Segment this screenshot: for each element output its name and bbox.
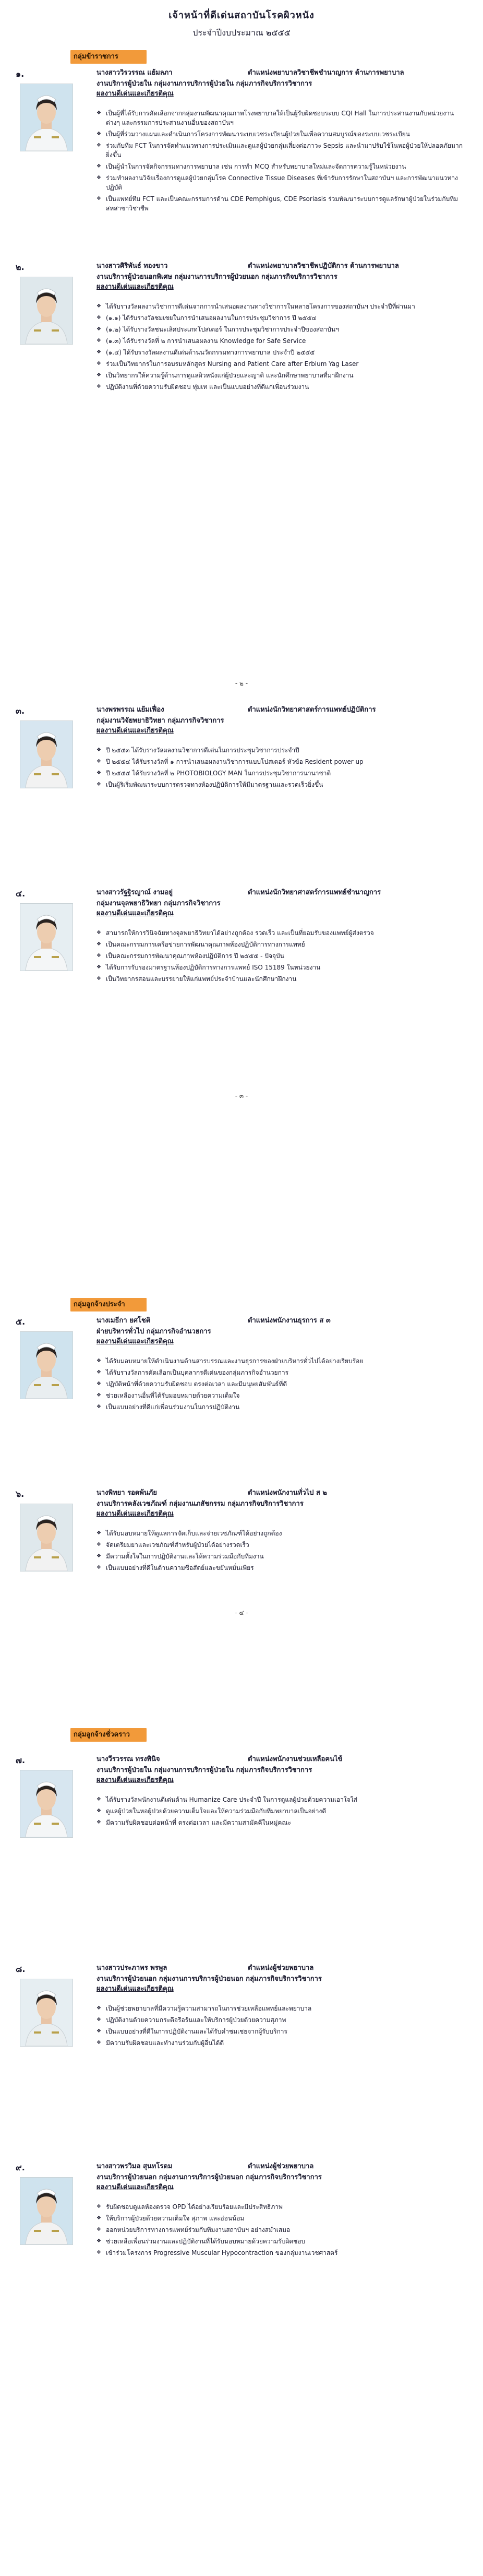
achievement-list: [96, 109, 464, 215]
person-department: กลุ่มงานจุลพยาธิวิทยา กลุ่มภารกิจวิชาการ: [96, 900, 221, 907]
achievement-item: ❖ ปี ๒๕๕๔ ได้รับรางวัลที่ ๑ การนำเสนอผลงานวิชาการแบบโปสเตอร์ หัวข้อ Resident power up: [96, 757, 464, 766]
achievements-heading: ผลงานดีเด่นและเกียรติคุณ: [96, 1338, 174, 1345]
person-photo: [20, 1331, 73, 1399]
achievement-item: ❖ สามารถให้การวินิจฉัยทางจุลพยาธิวิทยาได้อย่างถูกต้อง รวดเร็ว และเป็นที่ยอมรับของแพทย์ผู้ส่งตรวจ: [96, 928, 464, 938]
achievement-item: ❖ เป็นคณะกรรมการพัฒนาคุณภาพห้องปฏิบัติการ ปี ๒๕๕๕ - ปัจจุบัน: [96, 951, 464, 961]
person-number: ๓.: [16, 706, 25, 716]
achievement-item: ❖ ให้บริการผู้ป่วยด้วยความเต็มใจ สุภาพ และอ่อนน้อม: [96, 2214, 464, 2223]
person-name: นางสาววิรวรรณ แย้มลภา: [96, 69, 173, 77]
achievement-item: ❖ ปี ๒๕๕๓ ได้รับรางวัลผลงานวิชาการดีเด่นในการประชุมวิชาการประจำปี: [96, 746, 464, 755]
person-name: นางพรพรรณ แย้มเฟื่อง: [96, 706, 164, 714]
achievements-heading: ผลงานดีเด่นและเกียรติคุณ: [96, 727, 174, 735]
person-department: งานบริการผู้ป่วยใน กลุ่มงานการบริการผู้ป่วยใน กลุ่มภารกิจบริการวิชาการ: [96, 1766, 312, 1774]
person-position: ตำแหน่งพนักงานช่วยเหลือคนไข้: [248, 1755, 343, 1763]
achievement-item: ❖ เป็นคณะกรรมการเครือข่ายการพัฒนาคุณภาพห้องปฏิบัติการทางการแพทย์: [96, 940, 464, 949]
person-heading: [96, 1488, 464, 1519]
person-position: ตำแหน่งพนักงานทั่วไป ส ๒: [248, 1489, 328, 1497]
page-subtitle: ประจำปีงบประมาณ ๒๕๕๕: [192, 28, 291, 38]
achievement-list: [96, 1356, 464, 1414]
achievement-item: ❖ เป็นวิทยากรให้ความรู้ด้านการดูแลผิวหนังแก่ผู้ป่วยและญาติ และนักศึกษาพยาบาลที่มาฝึกงาน: [96, 371, 464, 380]
achievement-list: [96, 928, 464, 986]
achievement-item: ❖ (๑.๔) ได้รับรางวัลผลงานดีเด่นด้านนวัตกรรมทางการพยาบาล ประจำปี ๒๕๕๕: [96, 348, 464, 357]
achievement-item: ❖ เป็นผู้ริเริ่มพัฒนาระบบการตรวจทางห้องปฏิบัติการให้มีมาตรฐานและรวดเร็วยิ่งขึ้น: [96, 780, 464, 789]
person-number: ๘.: [16, 1964, 26, 1974]
achievement-list: [96, 302, 464, 394]
person-heading: [96, 1754, 464, 1785]
page-number: - ๓ -: [235, 1092, 248, 1100]
person-photo: [20, 1504, 73, 1571]
achievement-item: ❖ เป็นแบบอย่างที่ดีในด้านความซื่อสัตย์และขยันหมั่นเพียร: [96, 1563, 464, 1573]
achievement-item: ❖ ได้รับรางวัลผลงานวิชาการดีเด่นจากการนำเสนอผลงานทางวิชาการในหลายโครงการของสถาบันฯ ประจำปีที่ผ่านมา: [96, 302, 464, 311]
achievement-item: ❖ เข้าร่วมโครงการ Progressive Muscular Hypocontraction ของกลุ่มงานเวชศาสตร์: [96, 2248, 464, 2258]
person-number: ๕.: [16, 1317, 26, 1327]
section-staff: กลุ่มลูกจ้างประจำ: [70, 1298, 147, 1311]
achievement-item: ❖ เป็นแบบอย่างที่ดีแก่เพื่อนร่วมงานในการปฏิบัติงาน: [96, 1402, 464, 1412]
achievement-item: ❖ ได้รับมอบหมายให้ดำเนินงานด้านสารบรรณและงานธุรการของฝ่ายบริหารทั่วไปได้อย่างเรียบร้อย: [96, 1356, 464, 1366]
person-heading: [96, 888, 464, 918]
achievement-item: ❖ ดูแลผู้ป่วยในหอผู้ป่วยด้วยความเต็มใจและให้ความร่วมมือกับทีมพยาบาลเป็นอย่างดี: [96, 1806, 464, 1816]
achievement-item: ❖ เป็นผู้ช่วยพยาบาลที่มีความรู้ความสามารถในการช่วยเหลือแพทย์และพยาบาล: [96, 2004, 464, 2013]
achievement-list: [96, 1529, 464, 1575]
achievement-item: ❖ เป็นวิทยากรสอนและบรรยายให้แก่แพทย์ประจำบ้านและนักศึกษาฝึกงาน: [96, 974, 464, 984]
person-name: นางวีรวรรณ ทรงพินิจ: [96, 1755, 160, 1763]
achievement-item: ❖ ได้รับรางวัลพนักงานดีเด่นด้าน Humanize Care ประจำปี ในการดูแลผู้ป่วยด้วยความเอาใจใส่: [96, 1795, 464, 1804]
achievement-list: [96, 1795, 464, 1829]
person-photo: [20, 84, 73, 151]
page-title: เจ้าหน้าที่ดีเด่นสถาบันโรคผิวหนัง: [168, 10, 315, 21]
person-name: นางสาวประภาพร พรพูล: [96, 1964, 167, 1972]
achievement-item: ❖ (๑.๑) ได้รับรางวัลชมเชยในการนำเสนอผลงานในการประชุมวิชาการ ปี ๒๕๕๔: [96, 313, 464, 323]
achievement-item: ❖ เป็นแพทย์ทีม FCT และเป็นคณะกรรมการด้าน CDE Pemphigus, CDE Psoriasis ร่วมพัฒนาระบบการดูแลรักษาผู้ป่วยในร่วมกับทีมสหสาขาวิชาชีพ: [96, 194, 464, 213]
achievement-item: ❖ ออกหน่วยบริการทางการแพทย์ร่วมกับทีมงานสถาบันฯ อย่างสม่ำเสมอ: [96, 2225, 464, 2235]
achievement-item: ❖ ปฏิบัติงานที่ด้วยความรับผิดชอบ ทุ่มเท และเป็นแบบอย่างที่ดีแก่เพื่อนร่วมงาน: [96, 382, 464, 392]
person-heading: [96, 2161, 464, 2192]
achievements-heading: ผลงานดีเด่นและเกียรติคุณ: [96, 1510, 174, 1518]
person-photo: [20, 1770, 73, 1838]
achievement-item: ❖ เป็นผู้ที่ร่วมวางแผนและดำเนินการโครงการพัฒนาระบบเวชระเบียนผู้ป่วยในเพื่อความสมบูรณ์ของระบบเวชระเบียน: [96, 129, 464, 139]
person-department: กลุ่มงานวิจัยพยาธิวิทยา กลุ่มภารกิจวิชาการ: [96, 717, 224, 725]
achievement-item: ❖ ช่วยเหลือเพื่อนร่วมงานและปฏิบัติงานที่ได้รับมอบหมายด้วยความรับผิดชอบ: [96, 2237, 464, 2246]
person-photo: [20, 720, 73, 788]
person-department: งานบริการผู้ป่วยนอก กลุ่มงานการบริการผู้ป่วยนอก กลุ่มภารกิจบริการวิชาการ: [96, 2173, 322, 2181]
achievement-list: [96, 746, 464, 791]
person-name: นางสาวศิริพันธ์ ทองขาว: [96, 262, 168, 270]
achievement-item: ❖ ปฏิบัติงานด้วยความกระตือรือร้นและให้บริการผู้ป่วยด้วยความสุภาพ: [96, 2015, 464, 2025]
person-name: นางสาวพรวิมล สุนทโรดม: [96, 2163, 173, 2170]
achievements-heading: ผลงานดีเด่นและเกียรติคุณ: [96, 283, 174, 291]
achievement-item: ❖ รับผิดชอบดูแลห้องตรวจ OPD ได้อย่างเรียบร้อยและมีประสิทธิภาพ: [96, 2202, 464, 2212]
person-department: ฝ่ายบริหารทั่วไป กลุ่มภารกิจอำนวยการ: [96, 1328, 211, 1336]
achievement-item: ❖ ร่วมเป็นวิทยากรในการอบรมหลักสูตร Nursing and Patient Care after Erbium Yag Laser: [96, 359, 464, 369]
person-heading: [96, 261, 464, 292]
achievement-item: ❖ ได้รับการรับรองมาตรฐานห้องปฏิบัติการทางการแพทย์ ISO 15189 ในหน่วยงาน: [96, 963, 464, 972]
person-department: งานบริการผู้ป่วยนอก กลุ่มงานการบริการผู้ป่วยนอก กลุ่มภารกิจบริการวิชาการ: [96, 1975, 322, 1983]
achievement-item: ❖ มีความรับผิดชอบต่อหน้าที่ ตรงต่อเวลา และมีความสามัคคีในหมู่คณะ: [96, 1818, 464, 1827]
person-number: ๒.: [16, 262, 25, 272]
page-header: [0, 0, 483, 50]
achievements-heading: ผลงานดีเด่นและเกียรติคุณ: [96, 90, 174, 98]
achievement-list: [96, 2202, 464, 2260]
person-photo: [20, 903, 73, 971]
person-name: นางสาวรัฐฐิรญาณ์ งามอยู่: [96, 889, 173, 896]
achievement-item: ❖ ได้รับรางวัลการคัดเลือกเป็นบุคลากรดีเด่นของกลุ่มภารกิจอำนวยการ: [96, 1368, 464, 1377]
person-number: ๔.: [16, 889, 26, 899]
achievement-item: ❖ เป็นผู้ที่ได้รับการคัดเลือกจากกลุ่มงานพัฒนาคุณภาพโรงพยาบาลให้เป็นผู้รับผิดชอบระบบ CQI Hall ในการประสานงานกับหน่วยงานต่างๆ และกรรมการประสานงานอื่นของสถาบันฯ: [96, 109, 464, 127]
achievement-item: ❖ เป็นแบบอย่างที่ดีในการปฏิบัติงานและได้รับคำชมเชยจากผู้รับบริการ: [96, 2027, 464, 2036]
achievements-heading: ผลงานดีเด่นและเกียรติคุณ: [96, 909, 174, 917]
achievement-item: ❖ มีความรับผิดชอบและทำงานร่วมกับผู้อื่นได้ดี: [96, 2038, 464, 2048]
person-heading: [96, 68, 464, 99]
achievements-heading: ผลงานดีเด่นและเกียรติคุณ: [96, 1985, 174, 1993]
person-position: ตำแหน่งผู้ช่วยพยาบาล: [248, 1964, 314, 1972]
person-position: ตำแหน่งผู้ช่วยพยาบาล: [248, 2163, 314, 2170]
page-number: - ๔ -: [235, 1609, 248, 1616]
person-photo: [20, 1979, 73, 2047]
achievements-heading: ผลงานดีเด่นและเกียรติคุณ: [96, 2183, 174, 2191]
person-number: ๙.: [16, 2163, 25, 2172]
person-number: ๑.: [16, 69, 25, 79]
person-name: นางพิทยา รอดพ้นภัย: [96, 1489, 157, 1497]
person-department: งานบริการผู้ป่วยใน กลุ่มงานการบริการผู้ป่วยใน กลุ่มภารกิจบริการวิชาการ: [96, 80, 312, 88]
achievement-item: ❖ ร่วมกับทีม FCT ในการจัดทำแนวทางการประเมินและดูแลผู้ป่วยกลุ่มเสี่ยงต่อภาวะ Sepsis และนำมาปรับใช้ในหอผู้ป่วยให้ปลอดภัยมากยิ่งขึ้น: [96, 141, 464, 160]
person-position: ตำแหน่งพยาบาลวิชาชีพปฏิบัติการ ด้านการพยาบาล: [248, 262, 399, 270]
person-position: ตำแหน่งพนักงานธุรการ ส ๓: [248, 1317, 331, 1325]
person-position: ตำแหน่งนักวิทยาศาสตร์การแพทย์ปฏิบัติการ: [248, 706, 376, 714]
person-photo: [20, 2177, 73, 2245]
achievement-item: ❖ ช่วยเหลืองานอื่นที่ได้รับมอบหมายด้วยความเต็มใจ: [96, 1391, 464, 1400]
person-number: ๖.: [16, 1489, 25, 1499]
achievement-item: ❖ จัดเตรียมยาและเวชภัณฑ์สำหรับผู้ป่วยได้อย่างรวดเร็ว: [96, 1540, 464, 1550]
achievement-item: ❖ (๑.๓) ได้รับรางวัลที่ ๒ การนำเสนอผลงาน Knowledge for Safe Service: [96, 336, 464, 346]
person-heading: [96, 705, 464, 736]
person-photo: [20, 277, 73, 345]
person-department: งานบริการผู้ป่วยนอกพิเศษ กลุ่มงานการบริการผู้ป่วยนอก กลุ่มภารกิจบริการวิชาการ: [96, 273, 337, 281]
achievement-item: ❖ ได้รับมอบหมายให้ดูแลการจัดเก็บและจ่ายเวชภัณฑ์ได้อย่างถูกต้อง: [96, 1529, 464, 1538]
person-position: ตำแหน่งพยาบาลวิชาชีพชำนาญการ ด้านการพยาบาล: [248, 69, 404, 77]
achievements-heading: ผลงานดีเด่นและเกียรติคุณ: [96, 1776, 174, 1784]
section-nurse: กลุ่มข้าราชการ: [70, 50, 147, 64]
person-heading: [96, 1963, 464, 1994]
page-number: - ๒ -: [235, 680, 248, 687]
achievement-item: ❖ ร่วมทำผลงานวิจัยเรื่องการดูแลผู้ป่วยกลุ่มโรค Connective Tissue Diseases ที่เข้ารับการรักษาในสถาบันฯ และการพัฒนาแนวทางปฏิบัติ: [96, 173, 464, 192]
person-heading: [96, 1316, 464, 1346]
achievement-item: ❖ ปี ๒๕๕๕ ได้รับรางวัลที่ ๒ PHOTOBIOLOGY MAN ในการประชุมวิชาการนานาชาติ: [96, 769, 464, 778]
achievement-item: ❖ มีความตั้งใจในการปฏิบัติงานและให้ความร่วมมือกับทีมงาน: [96, 1552, 464, 1561]
achievement-item: ❖ (๑.๒) ได้รับรางวัลชนะเลิศประเภทโปสเตอร์ ในการประชุมวิชาการประจำปีของสถาบันฯ: [96, 325, 464, 334]
section-gov: กลุ่มลูกจ้างชั่วคราว: [70, 1728, 147, 1742]
achievement-item: ❖ ปฏิบัติหน้าที่ด้วยความรับผิดชอบ ตรงต่อเวลา และมีมนุษยสัมพันธ์ที่ดี: [96, 1379, 464, 1389]
achievement-list: [96, 2004, 464, 2050]
person-number: ๗.: [16, 1755, 26, 1765]
person-name: นางเมธีกา ยศโชติ: [96, 1317, 151, 1325]
person-department: งานบริการคลังเวชภัณฑ์ กลุ่มงานเภสัชกรรม กลุ่มภารกิจบริการวิชาการ: [96, 1500, 304, 1508]
person-position: ตำแหน่งนักวิทยาศาสตร์การแพทย์ชำนาญการ: [248, 889, 381, 896]
achievement-item: ❖ เป็นผู้นำในการจัดกิจกรรมทางการพยาบาล เช่น การทำ MCQ สำหรับพยาบาลใหม่และจัดการความรู้ในหน่วยงาน: [96, 162, 464, 171]
